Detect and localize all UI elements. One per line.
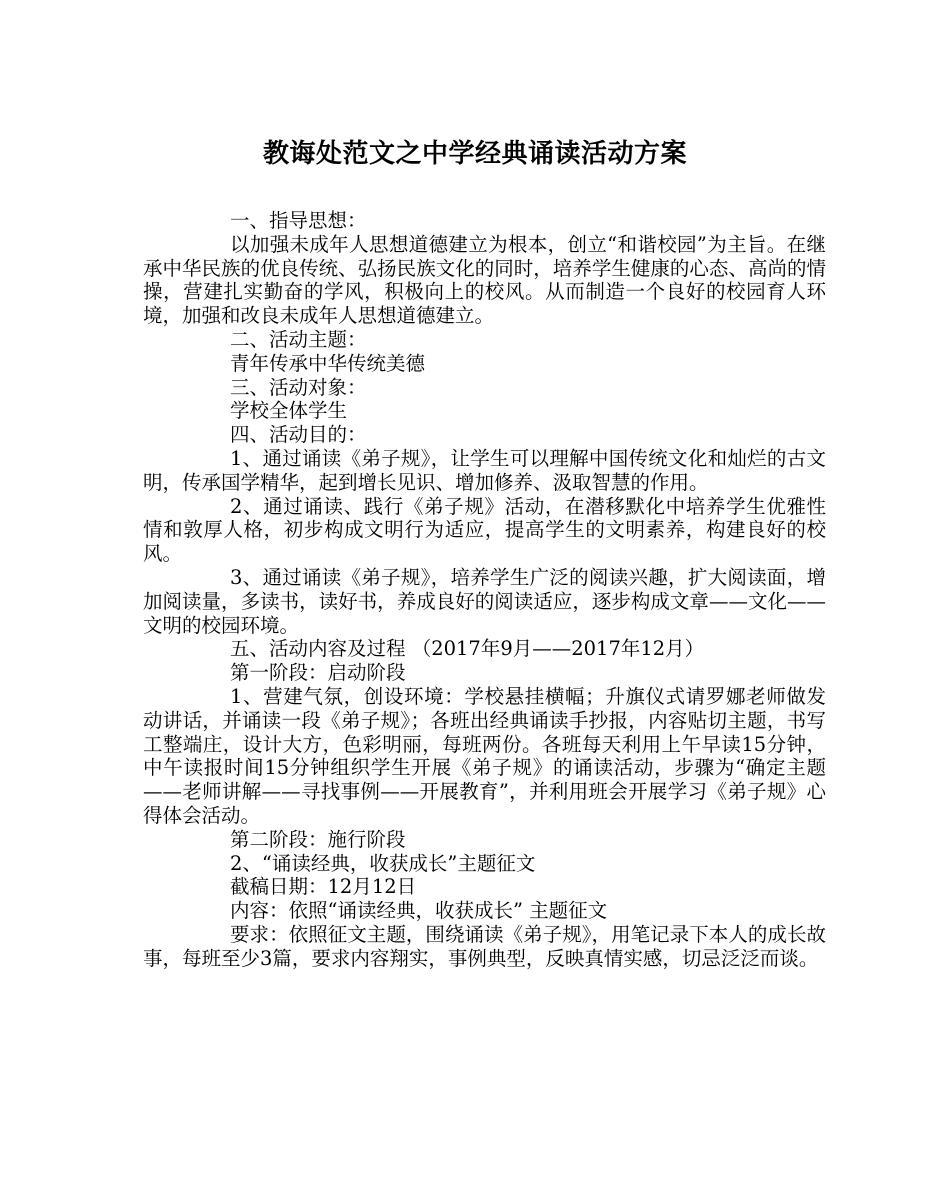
- paragraph-guiding-thought: 以加强未成年人思想道德建立为根本，创立“和谐校园”为主旨。在继承中华民族的优良传统、弘扬民族文化的同时，培养学生健康的心态、高尚的情操，营建扎实勤奋的学风，积极向上的校风。从而制造一个良好的校园育人环境，加强和改良未成年人思想道德建立。: [143, 232, 826, 328]
- heading-stage-1: 第一阶段：启动阶段: [230, 661, 406, 685]
- paragraph-essay-requirements: 要求：依照征文主题，围绕诵读《弟子规》，用笔记录下本人的成长故事，每班至少3篇，要求内容翔实，事例典型，反映真情实感，切忌泛泛而谈。: [143, 922, 826, 970]
- paragraph-stage-2-item-2: 2、“诵读经典，收获成长”主题征文: [230, 851, 536, 875]
- document-title: 教诲处范文之中学经典诵读活动方案: [262, 139, 687, 169]
- heading-activity-content: 五、活动内容及过程 （2017年9月——2017年12月）: [230, 637, 705, 661]
- paragraph-deadline: 截稿日期：12月12日: [230, 875, 417, 899]
- paragraph-stage-1-item-1: 1、营建气氛，创设环境：学校悬挂横幅；升旗仪式请罗娜老师做发动讲话，并诵读一段《弟子规》；各班出经典诵读手抄报，内容贴切主题，书写工整端庄，设计大方，色彩明丽，每班两份。各班每天利用上午早读15分钟，中午读报时间15分钟组织学生开展《弟子规》的诵读活动，步骤为“确定主题——老师讲解——寻找事例——开展教育”，并利用班会开展学习《弟子规》心得体会活动。: [143, 684, 826, 827]
- paragraph-activity-theme: 青年传承中华传统美德: [230, 351, 426, 375]
- paragraph-essay-content: 内容：依照“诵读经典，收获成长” 主题征文: [230, 899, 608, 923]
- heading-stage-2: 第二阶段：施行阶段: [230, 827, 406, 851]
- heading-guiding-thought: 一、指导思想：: [230, 209, 367, 232]
- paragraph-purpose-1: 1、通过诵读《弟子规》，让学生可以理解中国传统文化和灿烂的古文明，传承国学精华，起到增长见识、增加修养、汲取智慧的作用。: [143, 446, 826, 494]
- heading-activity-purpose: 四、活动目的：: [230, 423, 367, 447]
- heading-activity-target: 三、活动对象：: [230, 375, 367, 399]
- paragraph-activity-target: 学校全体学生: [230, 399, 348, 423]
- paragraph-purpose-3: 3、通过诵读《弟子规》，培养学生广泛的阅读兴趣，扩大阅读面，增加阅读量，多读书，读好书，养成良好的阅读适应，逐步构成文章——文化——文明的校园环境。: [143, 565, 826, 637]
- heading-activity-theme: 二、活动主题：: [230, 327, 367, 351]
- document-body: [143, 209, 826, 971]
- paragraph-purpose-2: 2、通过诵读、践行《弟子规》活动，在潜移默化中培养学生优雅性情和敦厚人格，初步构成文明行为适应，提高学生的文明素养，构建良好的校风。: [143, 494, 826, 566]
